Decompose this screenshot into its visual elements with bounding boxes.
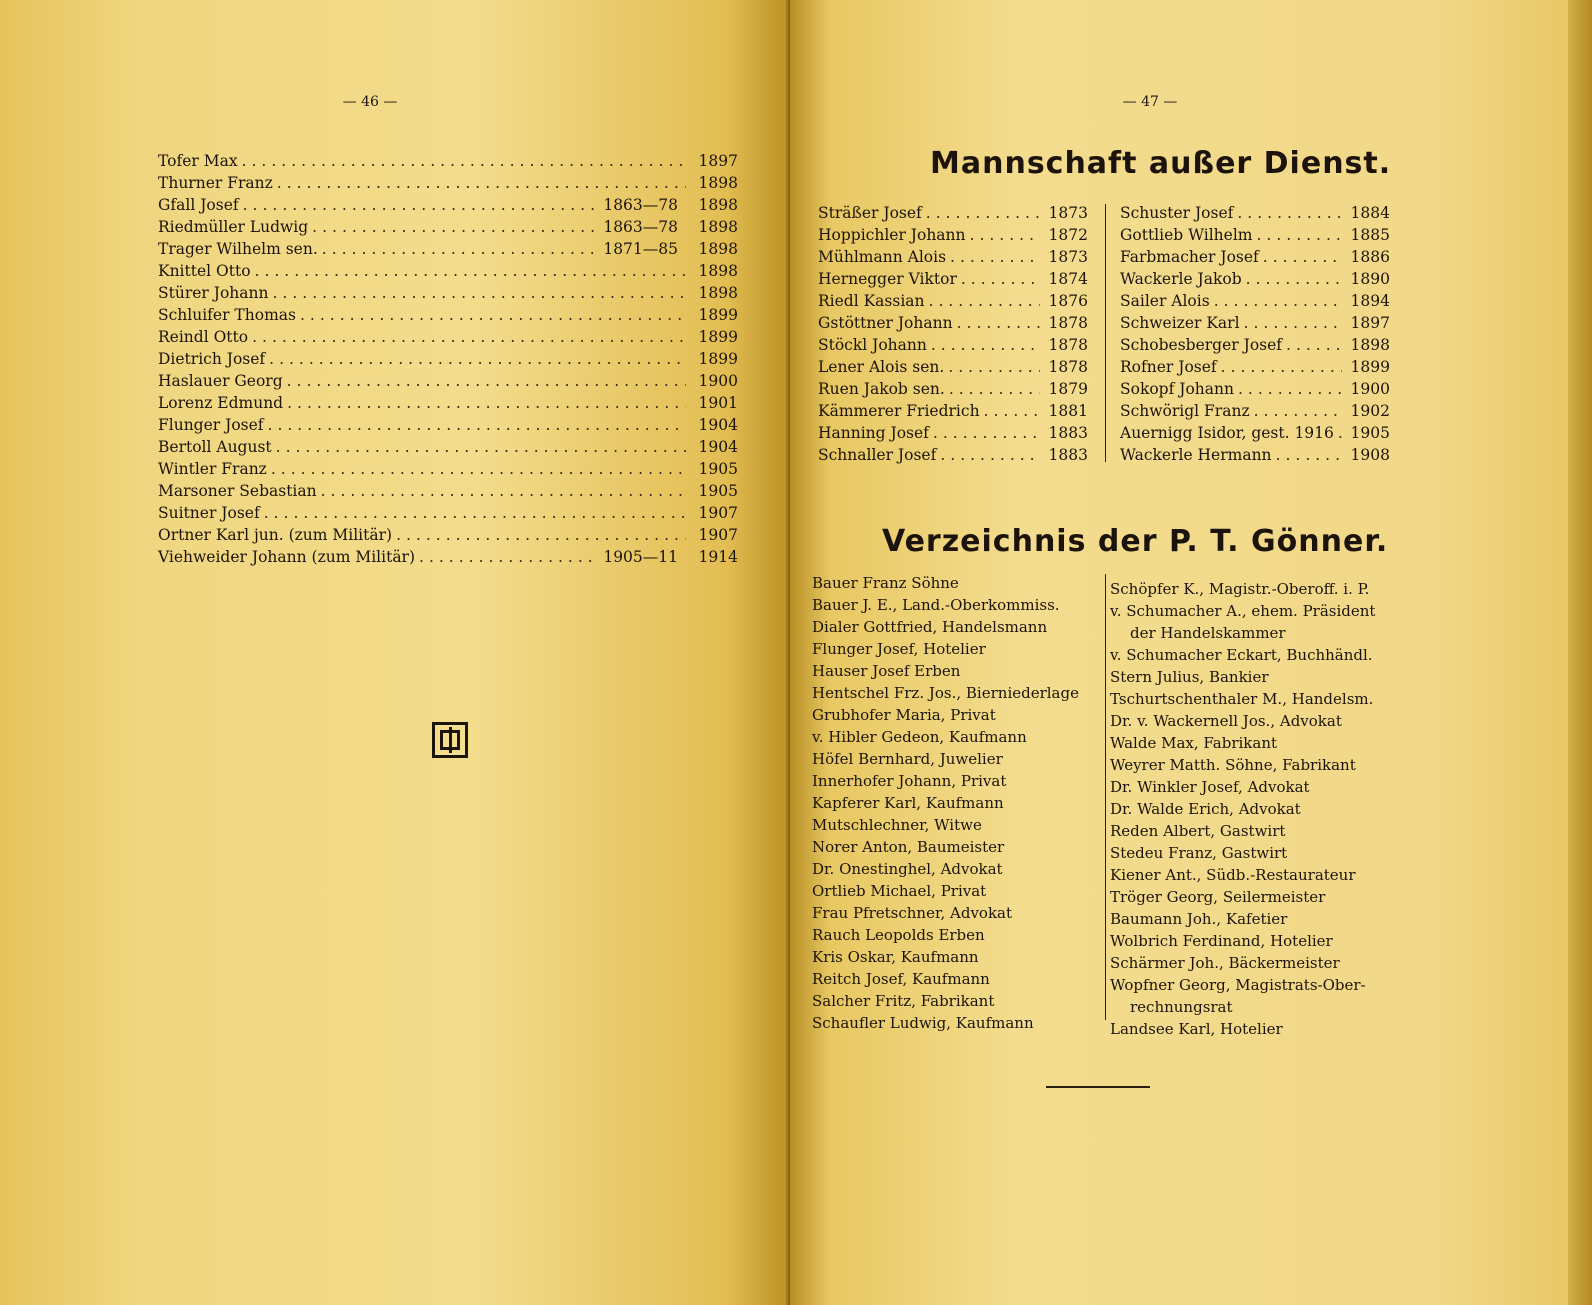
member-year: 1899	[1350, 358, 1390, 376]
member-year: 1904	[698, 416, 738, 434]
patron-entry: Wopfner Georg, Magistrats-Ober-	[1110, 976, 1366, 994]
list-item	[1120, 380, 1390, 402]
list-item	[158, 196, 738, 218]
member-name: Sokopf Johann	[1120, 380, 1234, 398]
member-name: Wintler Franz	[158, 460, 267, 478]
dot-leader	[322, 240, 600, 258]
dot-leader	[957, 314, 1040, 332]
list-item	[818, 292, 1088, 314]
member-year: 1914	[698, 548, 738, 566]
list-item	[158, 372, 738, 394]
page-edge	[1568, 0, 1592, 1305]
mannschaft-list-left	[818, 204, 1088, 468]
member-name: Gstöttner Johann	[818, 314, 953, 332]
patron-entry: Salcher Fritz, Fabrikant	[812, 992, 995, 1010]
list-item	[818, 358, 1088, 380]
list-item	[818, 336, 1088, 358]
member-year: 1905	[1350, 424, 1390, 442]
dot-leader	[321, 482, 686, 500]
list-item	[158, 548, 738, 570]
dot-leader	[970, 226, 1040, 244]
patron-entry: Stedeu Franz, Gastwirt	[1110, 844, 1288, 862]
patron-list-left	[812, 574, 1079, 1036]
member-name: Lener Alois sen.	[818, 358, 945, 376]
member-year: 1874	[1048, 270, 1088, 288]
patron-entry: v. Hibler Gedeon, Kaufmann	[812, 728, 1027, 746]
dot-leader	[419, 548, 599, 566]
member-name: Haslauer Georg	[158, 372, 283, 390]
patron-entry: Tschurtschenthaler M., Handelsm.	[1110, 690, 1374, 708]
member-name: Ortner Karl jun. (zum Militär)	[158, 526, 393, 544]
member-year: 1899	[698, 306, 738, 324]
patron-entry: v. Schumacher Eckart, Buchhändl.	[1110, 646, 1373, 664]
patron-entry: Rauch Leopolds Erben	[812, 926, 985, 944]
service-period: 1905—11	[603, 548, 678, 566]
dot-leader	[1276, 446, 1342, 464]
member-name: Marsoner Sebastian	[158, 482, 317, 500]
list-item	[818, 226, 1088, 248]
section-title-mannschaft: Mannschaft außer Dienst.	[930, 146, 1392, 181]
member-name: Stürer Johann	[158, 284, 269, 302]
member-name: Trager Wilhelm sen.	[158, 240, 318, 258]
dot-leader	[272, 284, 686, 302]
dot-leader	[1246, 270, 1342, 288]
patron-entry: Wolbrich Ferdinand, Hotelier	[1110, 932, 1333, 950]
member-name: Gottlieb Wilhelm	[1120, 226, 1253, 244]
dot-leader	[243, 196, 600, 214]
member-name: Sailer Alois	[1120, 292, 1210, 310]
dot-leader	[269, 350, 686, 368]
member-name: Suitner Josef	[158, 504, 260, 522]
member-year: 1898	[698, 196, 738, 214]
list-item	[1120, 292, 1390, 314]
list-item	[1120, 358, 1390, 380]
dot-leader	[276, 438, 686, 456]
dot-leader	[1244, 314, 1342, 332]
member-name: Riedmüller Ludwig	[158, 218, 309, 236]
list-item	[1120, 204, 1390, 226]
patron-entry: rechnungsrat	[1130, 998, 1233, 1016]
member-name: Ruen Jakob sen.	[818, 380, 945, 398]
dot-leader	[287, 372, 686, 390]
member-name: Rofner Josef	[1120, 358, 1217, 376]
member-year: 1886	[1350, 248, 1390, 266]
list-item	[1120, 424, 1390, 446]
member-year: 1900	[1350, 380, 1390, 398]
member-name: Viehweider Johann (zum Militär)	[158, 548, 416, 566]
member-name: Knittel Otto	[158, 262, 251, 280]
dot-leader	[1338, 424, 1342, 442]
left-page	[0, 0, 790, 1305]
patron-entry: Bauer Franz Söhne	[812, 574, 959, 592]
list-item	[818, 424, 1088, 446]
dot-leader	[933, 424, 1040, 442]
dot-leader	[287, 394, 686, 412]
member-name: Hanning Josef	[818, 424, 929, 442]
member-year: 1899	[698, 350, 738, 368]
dot-leader	[929, 292, 1040, 310]
service-period: 1871—85	[603, 240, 678, 258]
member-name: Mühlmann Alois	[818, 248, 947, 266]
member-year: 1907	[698, 526, 738, 544]
patron-entry: Walde Max, Fabrikant	[1110, 734, 1278, 752]
patron-entry: Schöpfer K., Magistr.-Oberoff. i. P.	[1110, 580, 1370, 598]
dot-leader	[950, 248, 1040, 266]
patron-entry: Hauser Josef Erben	[812, 662, 961, 680]
patron-entry: Stern Julius, Bankier	[1110, 668, 1269, 686]
member-year: 1905	[698, 482, 738, 500]
list-item	[818, 314, 1088, 336]
member-name: Schnaller Josef	[818, 446, 937, 464]
dot-leader	[1286, 336, 1342, 354]
patron-entry: Reitch Josef, Kaufmann	[812, 970, 990, 988]
member-year: 1878	[1048, 314, 1088, 332]
list-item	[158, 438, 738, 460]
dot-leader	[1238, 380, 1342, 398]
dot-leader	[1257, 226, 1343, 244]
member-name: Farbmacher Josef	[1120, 248, 1259, 266]
column-divider	[1105, 574, 1106, 1020]
dot-leader	[300, 306, 686, 324]
dot-leader	[948, 358, 1040, 376]
member-name: Schluifer Thomas	[158, 306, 296, 324]
dot-leader	[268, 416, 686, 434]
list-item	[158, 394, 738, 416]
list-item	[158, 328, 738, 350]
member-year: 1898	[698, 240, 738, 258]
right-page	[790, 0, 1592, 1305]
dot-leader	[1254, 402, 1342, 420]
list-item	[1120, 226, 1390, 248]
patron-entry: Tröger Georg, Seilermeister	[1110, 888, 1326, 906]
member-year: 1883	[1048, 446, 1088, 464]
end-rule	[1046, 1086, 1150, 1088]
member-name: Wackerle Jakob	[1120, 270, 1242, 288]
list-item	[818, 402, 1088, 424]
list-item	[158, 240, 738, 262]
member-name: Schwörigl Franz	[1120, 402, 1250, 420]
list-item	[158, 416, 738, 438]
list-item	[158, 526, 738, 548]
member-name: Tofer Max	[158, 152, 238, 170]
member-year: 1872	[1048, 226, 1088, 244]
member-year: 1897	[698, 152, 738, 170]
printer-ornament-icon	[432, 722, 468, 758]
dot-leader	[940, 446, 1040, 464]
member-year: 1898	[698, 218, 738, 236]
list-item	[1120, 402, 1390, 424]
list-item	[158, 504, 738, 526]
list-item	[158, 482, 738, 504]
member-name: Thurner Franz	[158, 174, 273, 192]
member-year: 1894	[1350, 292, 1390, 310]
member-year: 1884	[1350, 204, 1390, 222]
patron-entry: Reden Albert, Gastwirt	[1110, 822, 1286, 840]
dot-leader	[1221, 358, 1342, 376]
member-name: Reindl Otto	[158, 328, 249, 346]
patron-list-right	[1110, 580, 1375, 1042]
section-title-patrons: Verzeichnis der P. T. Gönner.	[882, 524, 1389, 559]
member-year: 1905	[698, 460, 738, 478]
patron-entry: Weyrer Matth. Söhne, Fabrikant	[1110, 756, 1356, 774]
member-year: 1879	[1048, 380, 1088, 398]
member-name: Hoppichler Johann	[818, 226, 966, 244]
list-item	[1120, 270, 1390, 292]
member-name: Schobesberger Josef	[1120, 336, 1283, 354]
member-year: 1900	[698, 372, 738, 390]
page-number-right: — 47 —	[1122, 94, 1178, 110]
dot-leader	[1237, 204, 1342, 222]
member-year: 1899	[698, 328, 738, 346]
member-year: 1876	[1048, 292, 1088, 310]
member-name: Flunger Josef	[158, 416, 264, 434]
patron-entry: v. Schumacher A., ehem. Präsident	[1110, 602, 1376, 620]
member-year: 1901	[698, 394, 738, 412]
member-year: 1883	[1048, 424, 1088, 442]
member-name: Sträßer Josef	[818, 204, 922, 222]
dot-leader	[1263, 248, 1342, 266]
dot-leader	[242, 152, 686, 170]
member-year: 1898	[698, 284, 738, 302]
list-item	[158, 262, 738, 284]
member-year: 1897	[1350, 314, 1390, 332]
patron-entry: Schärmer Joh., Bäckermeister	[1110, 954, 1340, 972]
dot-leader	[949, 380, 1040, 398]
list-item	[158, 218, 738, 240]
member-list	[158, 152, 738, 570]
member-name: Gfall Josef	[158, 196, 239, 214]
dot-leader	[255, 262, 686, 280]
dot-leader	[277, 174, 686, 192]
patron-entry: Mutschlechner, Witwe	[812, 816, 982, 834]
list-item	[1120, 314, 1390, 336]
patron-entry: Kapferer Karl, Kaufmann	[812, 794, 1004, 812]
patron-entry: Dr. Walde Erich, Advokat	[1110, 800, 1301, 818]
list-item	[158, 152, 738, 174]
member-year: 1885	[1350, 226, 1390, 244]
patron-entry: Ortlieb Michael, Privat	[812, 882, 987, 900]
patron-entry: Höfel Bernhard, Juwelier	[812, 750, 1003, 768]
member-name: Hernegger Viktor	[818, 270, 957, 288]
member-year: 1873	[1048, 248, 1088, 266]
member-name: Lorenz Edmund	[158, 394, 284, 412]
dot-leader	[312, 218, 599, 236]
list-item	[158, 350, 738, 372]
patron-entry: Dr. Winkler Josef, Advokat	[1110, 778, 1310, 796]
member-year: 1898	[698, 262, 738, 280]
dot-leader	[931, 336, 1040, 354]
patron-entry: Kris Oskar, Kaufmann	[812, 948, 979, 966]
member-name: Dietrich Josef	[158, 350, 266, 368]
patron-entry: Hentschel Frz. Jos., Bierniederlage	[812, 684, 1079, 702]
member-name: Riedl Kassian	[818, 292, 925, 310]
patron-entry: Dr. v. Wackernell Jos., Advokat	[1110, 712, 1342, 730]
member-name: Schuster Josef	[1120, 204, 1234, 222]
member-year: 1898	[698, 174, 738, 192]
dot-leader	[961, 270, 1040, 288]
list-item	[1120, 336, 1390, 358]
page-number-left: — 46 —	[342, 94, 398, 110]
patron-entry: Kiener Ant., Südb.-Restaurateur	[1110, 866, 1356, 884]
column-divider	[1105, 204, 1106, 462]
dot-leader	[926, 204, 1040, 222]
mannschaft-list-right	[1120, 204, 1390, 468]
patron-entry: Schaufler Ludwig, Kaufmann	[812, 1014, 1034, 1032]
list-item	[1120, 446, 1390, 468]
member-name: Schweizer Karl	[1120, 314, 1240, 332]
member-year: 1878	[1048, 358, 1088, 376]
member-year: 1881	[1048, 402, 1088, 420]
list-item	[1120, 248, 1390, 270]
patron-entry: Frau Pfretschner, Advokat	[812, 904, 1013, 922]
patron-entry: Dialer Gottfried, Handelsmann	[812, 618, 1048, 636]
patron-entry: Dr. Onestinghel, Advokat	[812, 860, 1003, 878]
member-year: 1890	[1350, 270, 1390, 288]
list-item	[158, 284, 738, 306]
member-name: Wackerle Hermann	[1120, 446, 1272, 464]
list-item	[818, 380, 1088, 402]
dot-leader	[396, 526, 686, 544]
patron-entry: der Handelskammer	[1130, 624, 1286, 642]
member-year: 1878	[1048, 336, 1088, 354]
dot-leader	[264, 504, 686, 522]
member-year: 1873	[1048, 204, 1088, 222]
patron-entry: Innerhofer Johann, Privat	[812, 772, 1007, 790]
member-name: Auernigg Isidor, gest. 1916	[1120, 424, 1334, 442]
member-year: 1907	[698, 504, 738, 522]
member-name: Stöckl Johann	[818, 336, 927, 354]
member-year: 1908	[1350, 446, 1390, 464]
patron-entry: Bauer J. E., Land.-Oberkommiss.	[812, 596, 1060, 614]
patron-entry: Landsee Karl, Hotelier	[1110, 1020, 1283, 1038]
member-year: 1898	[1350, 336, 1390, 354]
list-item	[158, 460, 738, 482]
service-period: 1863—78	[603, 218, 678, 236]
list-item	[818, 270, 1088, 292]
list-item	[818, 248, 1088, 270]
list-item	[158, 174, 738, 196]
member-name: Kämmerer Friedrich	[818, 402, 980, 420]
patron-entry: Grubhofer Maria, Privat	[812, 706, 996, 724]
member-year: 1902	[1350, 402, 1390, 420]
dot-leader	[252, 328, 686, 346]
dot-leader	[1214, 292, 1342, 310]
patron-entry: Flunger Josef, Hotelier	[812, 640, 986, 658]
list-item	[818, 204, 1088, 226]
service-period: 1863—78	[603, 196, 678, 214]
patron-entry: Baumann Joh., Kafetier	[1110, 910, 1288, 928]
dot-leader	[271, 460, 686, 478]
list-item	[158, 306, 738, 328]
patron-entry: Norer Anton, Baumeister	[812, 838, 1005, 856]
member-year: 1904	[698, 438, 738, 456]
member-name: Bertoll August	[158, 438, 272, 456]
dot-leader	[984, 402, 1040, 420]
list-item	[818, 446, 1088, 468]
